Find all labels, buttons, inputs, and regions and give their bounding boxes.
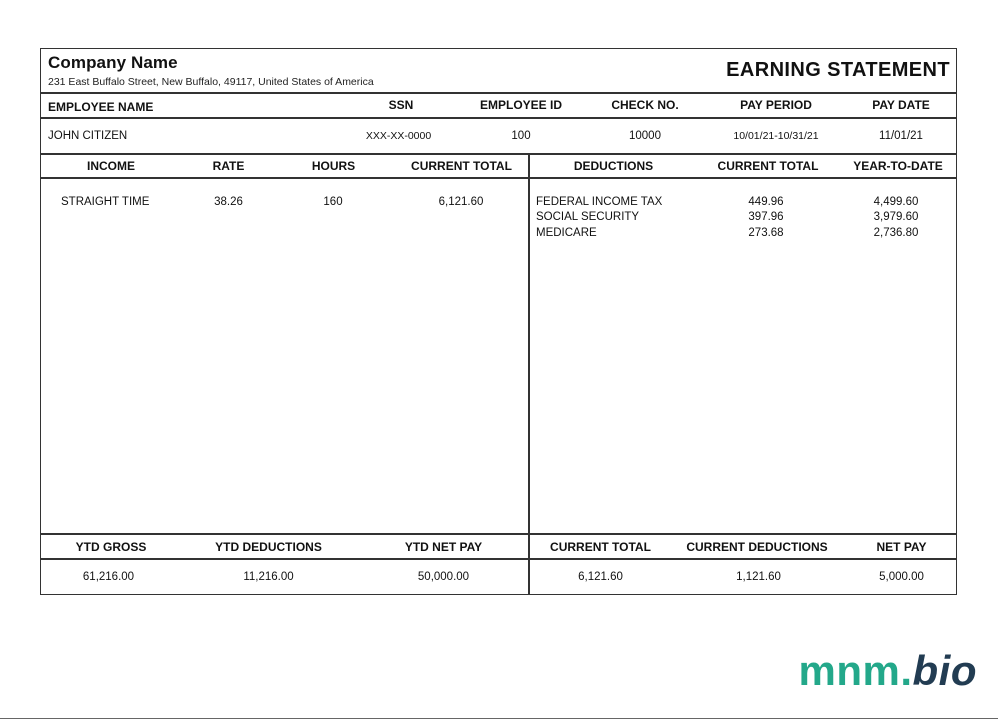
divider [41,558,956,560]
deduction-ytd: 3,979.60 [873,211,919,223]
ytd-deductions-header: YTD DEDUCTIONS [215,540,322,554]
ytd-net-pay-header: YTD NET PAY [404,540,483,554]
current-deductions-header: CURRENT DEDUCTIONS [686,540,828,554]
income-header: INCOME [87,159,135,173]
deduction-name: FEDERAL INCOME TAX [536,196,663,208]
column-divider [528,153,530,594]
deduction-current: 273.68 [748,227,784,239]
company-address: 231 East Buffalo Street, New Buffalo, 49117, United States of America [48,76,374,88]
summary-current-total: 6,121.60 [578,571,623,583]
company-name: Company Name [48,53,178,72]
deduction-ytd: 4,499.60 [873,196,919,208]
statement-title: EARNING STATEMENT [726,59,950,81]
income-row-description: STRAIGHT TIME [61,196,150,208]
ssn-header: SSN [388,98,414,112]
employee-id-header: EMPLOYEE ID [479,98,562,112]
deduction-current: 397.96 [748,211,784,223]
net-pay-header: NET PAY [876,540,927,554]
employee-id: 100 [511,130,531,142]
net-pay: 5,000.00 [879,571,924,583]
employee-name: JOHN CITIZEN [48,130,128,142]
divider [41,533,956,535]
pay-period: 10/01/21-10/31/21 [733,130,819,142]
page-bottom-rule [0,718,998,719]
deductions-header: DEDUCTIONS [573,159,654,173]
pay-date: 11/01/21 [879,130,923,142]
ytd-deductions: 11,216.00 [243,571,294,583]
divider [41,153,956,155]
earning-statement [40,48,957,595]
divider [41,117,956,119]
income-row-current-total: 6,121.60 [438,196,484,208]
employee-ssn: XXX-XX-0000 [365,130,432,142]
watermark-logo [799,647,978,695]
deduction-name: MEDICARE [536,227,597,239]
watermark-part2: bio [912,647,977,694]
summary-current-total-header: CURRENT TOTAL [550,540,651,554]
deductions-current-total-header: CURRENT TOTAL [717,159,819,173]
pay-date-header: PAY DATE [872,98,930,112]
hours-header: HOURS [311,159,356,173]
current-deductions: 1,121.60 [736,571,781,583]
check-no: 10000 [629,130,661,142]
check-no-header: CHECK NO. [611,98,679,112]
deduction-ytd: 2,736.80 [873,227,919,239]
divider [41,92,956,94]
employee-name-header: EMPLOYEE NAME [48,100,154,114]
pay-period-header: PAY PERIOD [740,98,812,112]
income-row-hours: 160 [323,196,343,208]
rate-header: RATE [212,159,245,173]
ytd-gross-header: YTD GROSS [75,540,147,554]
ytd-net-pay: 50,000.00 [417,571,470,583]
watermark-part1: mnm. [798,647,913,694]
income-current-total-header: CURRENT TOTAL [411,159,512,173]
year-to-date-header: YEAR-TO-DATE [853,159,943,173]
divider [41,177,956,179]
ytd-gross: 61,216.00 [82,571,135,583]
deduction-name: SOCIAL SECURITY [536,211,640,223]
deduction-current: 449.96 [748,196,784,208]
income-row-rate: 38.26 [214,196,243,208]
